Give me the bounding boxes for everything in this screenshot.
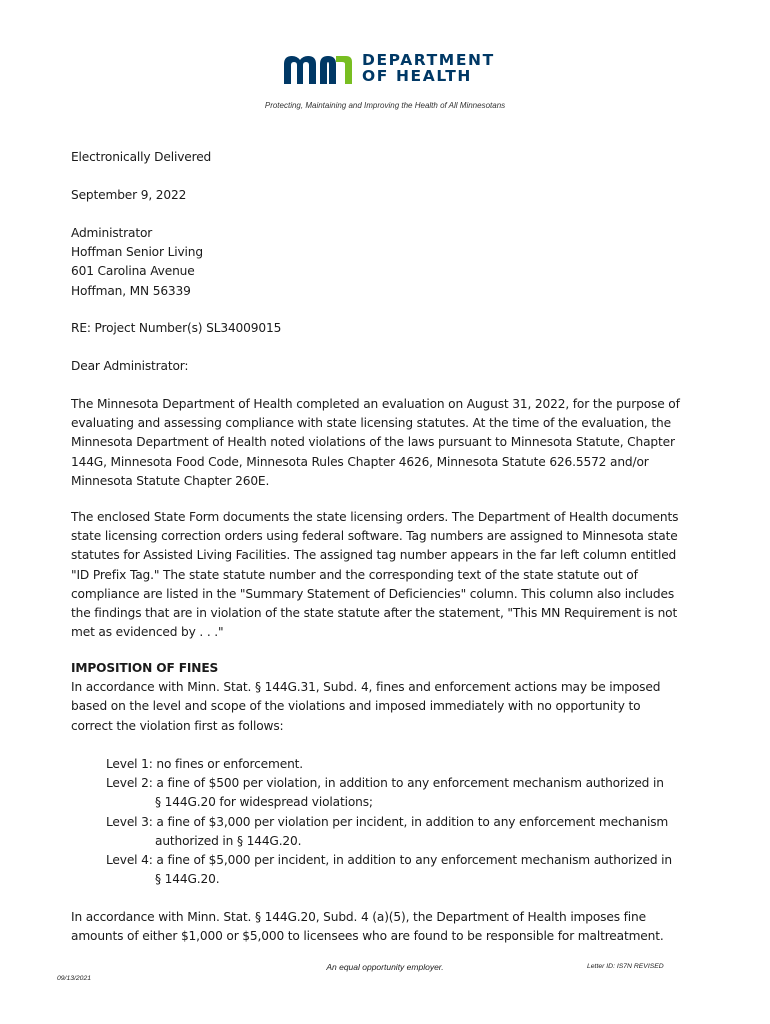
paragraph-line: The Minnesota Department of Health completed an evaluation on August 31, 2022, for the purpose of bbox=[71, 397, 680, 411]
paragraph-line: correct the violation first as follows: bbox=[71, 718, 284, 733]
mdh-logo bbox=[284, 52, 494, 88]
level-1-item: Level 1: no fines or enforcement. bbox=[106, 757, 304, 771]
address-line: Administrator bbox=[71, 226, 153, 240]
level-3-continuation: authorized in § 144G.20. bbox=[155, 833, 302, 848]
paragraph-line: statutes for Assisted Living Facilities. The assigned tag number appears in the far left column entitled bbox=[71, 548, 677, 563]
paragraph-line: In accordance with Minn. Stat. § 144G.31, Subd. 4, fines and enforcement actions may be imposed bbox=[71, 680, 661, 695]
logo-line-2: OF HEALTH bbox=[362, 67, 472, 85]
paragraph-state-form bbox=[71, 508, 711, 642]
level-2-item: Level 2: a fine of $500 per violation, in addition to any enforcement mechanism authorized in bbox=[106, 776, 664, 791]
recipient-address bbox=[71, 224, 711, 301]
fine-levels-list bbox=[106, 755, 706, 889]
paragraph-maltreatment bbox=[71, 908, 711, 946]
address-line: Hoffman Senior Living bbox=[71, 245, 203, 260]
delivery-method: Electronically Delivered bbox=[71, 150, 212, 164]
footer-letter-id: Letter ID: IS7N REVISED bbox=[587, 963, 664, 970]
level-3-item: Level 3: a fine of $3,000 per violation per incident, in addition to any enforcement mechanism bbox=[106, 814, 669, 829]
fines-section bbox=[71, 659, 711, 736]
paragraph-evaluation bbox=[71, 395, 711, 491]
paragraph-line: The enclosed State Form documents the state licensing orders. The Department of Health documents bbox=[71, 510, 679, 524]
paragraph-line: amounts of either $1,000 or $5,000 to licensees who are found to be responsible for maltreatment. bbox=[71, 929, 664, 944]
paragraph-line: based on the level and scope of the violations and imposed immediately with no opportunity to bbox=[71, 699, 641, 714]
paragraph-line: Minnesota Department of Health noted violations of the laws pursuant to Minnesota Statute, Chapter bbox=[71, 435, 675, 450]
paragraph-line: state licensing correction orders using federal software. Tag numbers are assigned to Minnesota state bbox=[71, 529, 678, 544]
paragraph-line: compliance are listed in the "Summary Statement of Deficiencies" column. This column also includes bbox=[71, 586, 675, 601]
tagline: Protecting, Maintaining and Improving the Health of All Minnesotans bbox=[264, 101, 506, 110]
paragraph-line: evaluating and assessing compliance with state licensing statutes. At the time of the evaluation, the bbox=[71, 416, 671, 431]
mn-logo-icon bbox=[284, 54, 354, 84]
salutation: Dear Administrator: bbox=[71, 359, 189, 373]
logo-line-1: DEPARTMENT bbox=[362, 51, 495, 69]
address-line: 601 Carolina Avenue bbox=[71, 264, 195, 279]
paragraph-line: the findings that are in violation of the state statute after the statement, "This MN Requirement is not bbox=[71, 606, 678, 621]
paragraph-line: "ID Prefix Tag." The state statute number and the corresponding text of the state statute out of bbox=[71, 567, 638, 582]
level-2-continuation: § 144G.20 for widespread violations; bbox=[155, 795, 373, 810]
paragraph-line: 144G, Minnesota Food Code, Minnesota Rules Chapter 4626, Minnesota Statute 626.5572 and/or bbox=[71, 454, 649, 469]
letter-date: September 9, 2022 bbox=[71, 188, 187, 202]
fines-heading: IMPOSITION OF FINES bbox=[71, 661, 219, 675]
level-4-item: Level 4: a fine of $5,000 per incident, in addition to any enforcement mechanism authorized in bbox=[106, 853, 672, 868]
address-line: Hoffman, MN 56339 bbox=[71, 283, 191, 298]
paragraph-line: met as evidenced by . . ." bbox=[71, 625, 224, 640]
footer-eoe: An equal opportunity employer. bbox=[326, 962, 444, 972]
paragraph-line: In accordance with Minn. Stat. § 144G.20, Subd. 4 (a)(5), the Department of Health imposes fine bbox=[71, 910, 646, 924]
logo-wordmark bbox=[362, 52, 495, 84]
level-4-continuation: § 144G.20. bbox=[155, 872, 220, 887]
footer-date: 09/13/2021 bbox=[57, 975, 92, 982]
paragraph-line: Minnesota Statute Chapter 260E. bbox=[71, 473, 270, 488]
re-line: RE: Project Number(s) SL34009015 bbox=[71, 321, 282, 335]
